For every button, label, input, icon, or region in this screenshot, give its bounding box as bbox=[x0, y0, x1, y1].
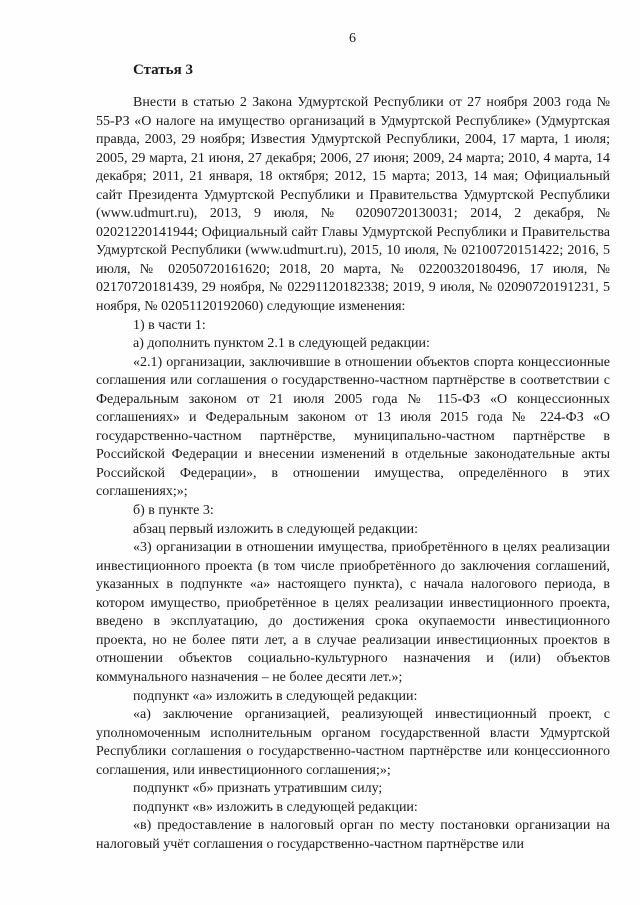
instruction-first-paragraph: абзац первый изложить в следующей редакции: bbox=[133, 521, 419, 537]
quote-3: «3) организации в отношении имущества, приобретённого в целях реализации инвестиционного проекта (в том числе приобретённого до заключения соглашений, указанных в подпункте «а» настоящего пункта), с начала налогового периода, в котором имущество, приобретённое в целях реализации инвестиционного проекта, введено в эксплуатацию, до достижения срока окупаемости инвестиционного проекта, но не более пяти лет, а в случае реализации инвестиционных проектов в отношении объектов социально-культурного назначения и (или) объектов коммунального назначения – не более десяти лет.»; bbox=[96, 540, 610, 685]
quote-a: «а) заключение организацией, реализующей инвестиционный проект, с уполномоченным исполнительным органом государственной власти Удмуртской Республики соглашения о государственно-частном партнёрстве или концессионного соглашения, или инвестиционного соглашения;»; bbox=[96, 707, 610, 778]
subitem-a: а) дополнить пунктом 2.1 в следующей редакции: bbox=[133, 336, 430, 352]
article-heading: Статья 3 bbox=[133, 62, 193, 78]
page-number: 6 bbox=[349, 31, 356, 46]
article-body bbox=[96, 94, 610, 854]
instruction-subpoint-v: подпункт «в» изложить в следующей редакции: bbox=[133, 799, 418, 815]
quote-2-1: «2.1) организации, заключившие в отношении объектов спорта концессионные соглашения или соглашения о государственно-частном партнёрстве в соответствии с Федеральным законом от 21 июля 2005 года № 115-ФЗ «О концессионных соглашениях» и Федеральным законом от 13 июля 2015 года № 224-ФЗ «О государственно-частном партнёрстве, муниципально-частном партнёрстве в Российской Федерации и внесении изменений в отдельные законодательные акты Российской Федерации», в отношении имущества, определённого в этих соглашениях;»; bbox=[96, 354, 610, 500]
instruction-subpoint-b: подпункт «б» признать утратившим силу; bbox=[133, 781, 383, 797]
subitem-b: б) в пункте 3: bbox=[133, 503, 214, 519]
intro-paragraph: Внести в статью 2 Закона Удмуртской Республики от 27 ноября 2003 года № 55-РЗ «О налоге на имущество организаций в Удмуртской Республике» (Удмуртская правда, 2003, 29 ноября; Известия Удмуртской Республики, 2004, 17 марта, 1 июля; 2005, 29 марта, 21 июня, 27 декабря; 2006, 27 июня; 2009, 24 марта; 2010, 4 марта, 14 декабря; 2011, 21 января, 18 октября; 2012, 15 марта; 2013, 14 мая; Официальный сайт Президента Удмуртской Республики и Правительства Удмуртской Республики (www.udmurt.ru), 2013, 9 июля, № 02090720130031; 2014, 2 декабря, № 02021220141944; Официальный сайт Главы Удмуртской Республики и Правительства Удмуртской Республики (www.udmurt.ru), 2015, 10 июля, № 02100720151422; 2016, 5 июля, № 02050720161620; 2018, 20 марта, № 02200320180496, 17 июля, № 02170720181439, 29 ноября, № 02291120182338; 2019, 9 июля, № 02090720191231, 5 ноября, № 02051120192060) следующие изменения: bbox=[96, 95, 610, 315]
item-1-part-1: 1) в части 1: bbox=[133, 317, 206, 333]
quote-v: «в) предоставление в налоговый орган по месту постановки организации на налоговый учёт соглашения о государственно-частном партнёрстве или bbox=[96, 818, 610, 852]
instruction-subpoint-a: подпункт «а» изложить в следующей редакции: bbox=[133, 688, 418, 704]
